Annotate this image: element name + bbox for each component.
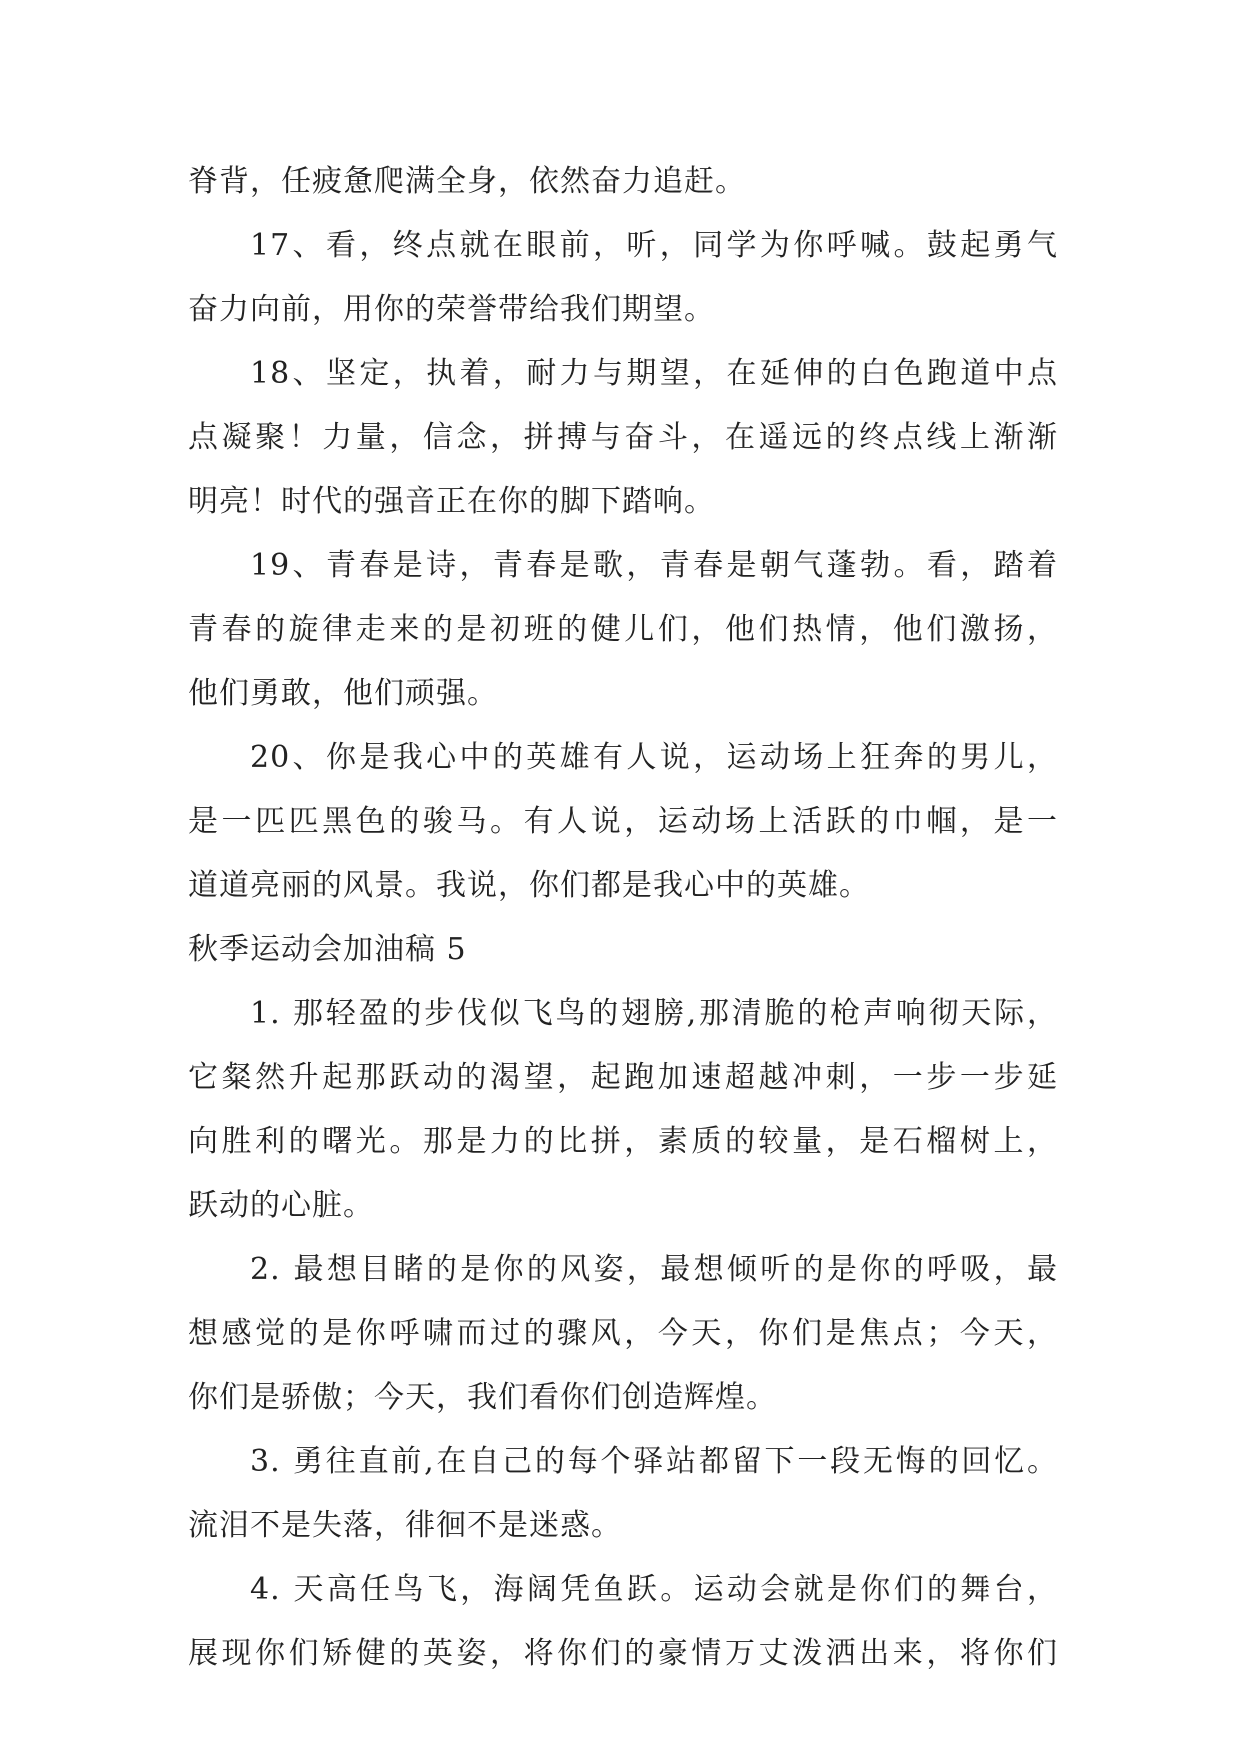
paragraph-line: 展现你们矫健的英姿，将你们的豪情万丈泼洒出来，将你们 xyxy=(188,1636,1058,1671)
paragraph-line: 奋力向前，用你的荣誉带给我们期望。 xyxy=(188,292,715,327)
paragraph-line: 18、坚定，执着，耐力与期望，在延伸的白色跑道中点 xyxy=(250,356,1058,391)
paragraph-line: 明亮！时代的强音正在你的脚下踏响。 xyxy=(188,484,715,519)
paragraph-line: 流泪不是失落，徘徊不是迷惑。 xyxy=(188,1508,622,1543)
section-heading: 秋季运动会加油稿 5 xyxy=(188,932,467,967)
paragraph-line: 17、看，终点就在眼前，听，同学为你呼喊。鼓起勇气 xyxy=(250,228,1058,263)
paragraph-line: 3. 勇往直前,在自己的每个驿站都留下一段无悔的回忆。 xyxy=(250,1444,1058,1479)
paragraph-line: 跃动的心脏。 xyxy=(188,1188,374,1223)
paragraph-line: 向胜利的曙光。那是力的比拼，素质的较量，是石榴树上， xyxy=(188,1124,1058,1159)
paragraph-line: 它粲然升起那跃动的渴望，起跑加速超越冲刺，一步一步延 xyxy=(188,1060,1058,1095)
paragraph-line: 他们勇敢，他们顽强。 xyxy=(188,676,498,711)
document-body xyxy=(188,150,1058,1686)
paragraph-line: 20、你是我心中的英雄有人说，运动场上狂奔的男儿， xyxy=(250,740,1058,775)
paragraph-line: 青春的旋律走来的是初班的健儿们，他们热情，他们激扬， xyxy=(188,612,1058,647)
paragraph-line: 道道亮丽的风景。我说，你们都是我心中的英雄。 xyxy=(188,868,870,903)
paragraph-line: 19、青春是诗，青春是歌，青春是朝气蓬勃。看，踏着 xyxy=(250,548,1058,583)
paragraph-line: 是一匹匹黑色的骏马。有人说，运动场上活跃的巾帼，是一 xyxy=(188,804,1058,839)
paragraph-line: 4. 天高任鸟飞，海阔凭鱼跃。运动会就是你们的舞台， xyxy=(250,1572,1058,1607)
paragraph-line: 2. 最想目睹的是你的风姿，最想倾听的是你的呼吸，最 xyxy=(250,1252,1058,1287)
paragraph-line: 脊背，任疲惫爬满全身，依然奋力追赶。 xyxy=(188,164,746,199)
paragraph-line: 你们是骄傲；今天，我们看你们创造辉煌。 xyxy=(188,1380,777,1415)
paragraph-line: 1. 那轻盈的步伐似飞鸟的翅膀,那清脆的枪声响彻天际， xyxy=(250,996,1058,1031)
paragraph-line: 点凝聚！力量，信念，拼搏与奋斗，在遥远的终点线上渐渐 xyxy=(188,420,1058,455)
paragraph-line: 想感觉的是你呼啸而过的骤风，今天，你们是焦点；今天， xyxy=(188,1316,1058,1351)
